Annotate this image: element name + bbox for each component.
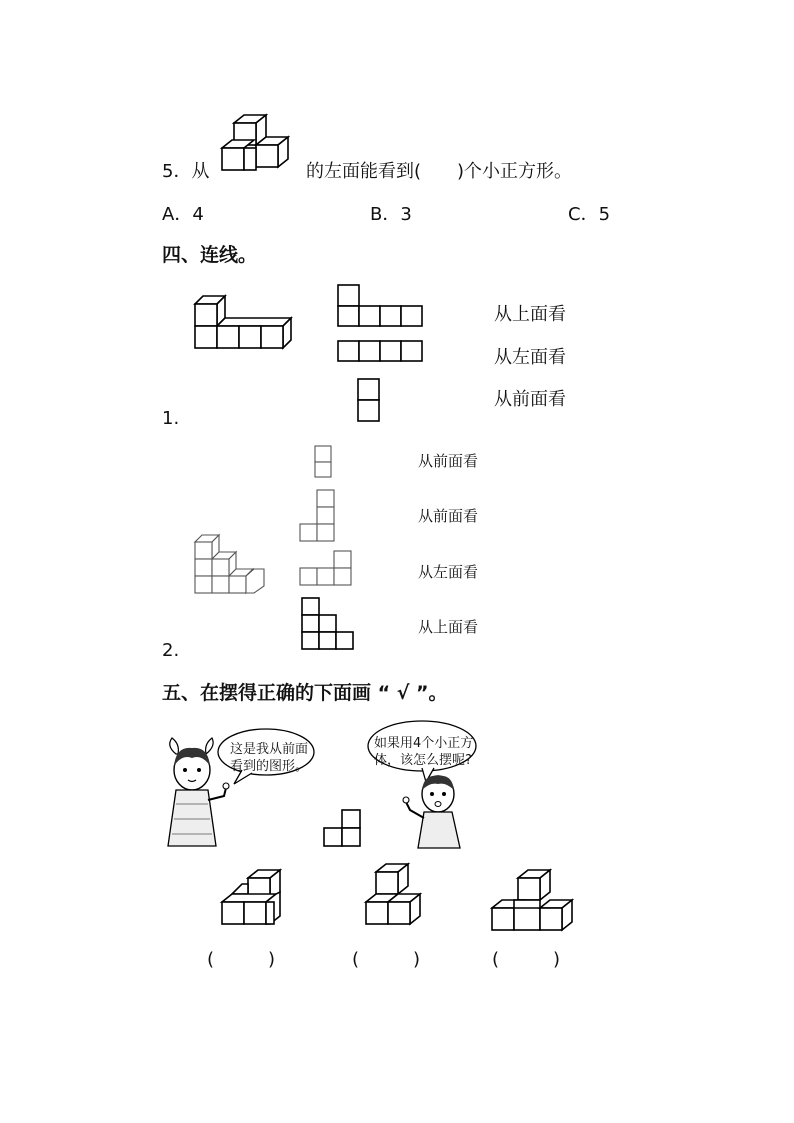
q5-option-a: A．4: [162, 204, 204, 225]
group1-number: 1.: [162, 408, 180, 429]
q5-option-b: B．3: [370, 204, 412, 225]
group2-label-1: 从前面看: [418, 452, 479, 470]
option2-cube-figure: [362, 858, 438, 934]
section5-title: 五、在摆得正确的下面画 “ √ ”。: [162, 682, 448, 704]
view-top-l-shape: [336, 283, 426, 328]
boy-bubble-line-2: 体，该怎么摆呢?: [374, 753, 472, 768]
front-view-figure: [322, 808, 364, 848]
group2-label-2: 从前面看: [418, 507, 479, 525]
section4-title: 四、连线。: [162, 244, 258, 266]
group2-number: 2.: [162, 640, 180, 661]
answer-blank-1[interactable]: ( ): [207, 949, 276, 970]
answer-blank-3[interactable]: ( ): [492, 949, 561, 970]
option1-cube-figure: [218, 868, 292, 934]
girl-bubble-line-2: 看到的图形。: [230, 759, 309, 774]
q5-question-text: 的左面能看到( )个小正方形。: [306, 161, 573, 182]
group1-label-2: 从左面看: [494, 347, 566, 368]
view-column-of-two: [356, 377, 382, 423]
girl-bubble-line-1: 这是我从前面: [230, 742, 309, 757]
boy-illustration: [400, 770, 480, 850]
view2-column-of-two: [314, 445, 334, 479]
view2-staircase-wide: [300, 596, 358, 652]
view-row-of-four: [336, 339, 426, 364]
group2-cube-figure: [192, 532, 272, 594]
answer-blank-2[interactable]: ( ): [352, 949, 421, 970]
q5-number: 5．从: [162, 161, 210, 182]
group2-label-3: 从左面看: [418, 563, 479, 581]
group1-label-3: 从前面看: [494, 389, 566, 410]
group1-cube-figure: [190, 292, 300, 352]
view2-row-with-tall-end: [299, 550, 357, 588]
view2-staircase-tall: [299, 489, 339, 543]
q5-option-c: C．5: [568, 204, 611, 225]
group1-label-1: 从上面看: [494, 304, 566, 325]
q5-cube-figure: [218, 113, 298, 173]
group2-label-4: 从上面看: [418, 618, 479, 636]
boy-bubble-line-1: 如果用4个小正方: [374, 736, 474, 751]
option3-cube-figure: [488, 868, 588, 934]
